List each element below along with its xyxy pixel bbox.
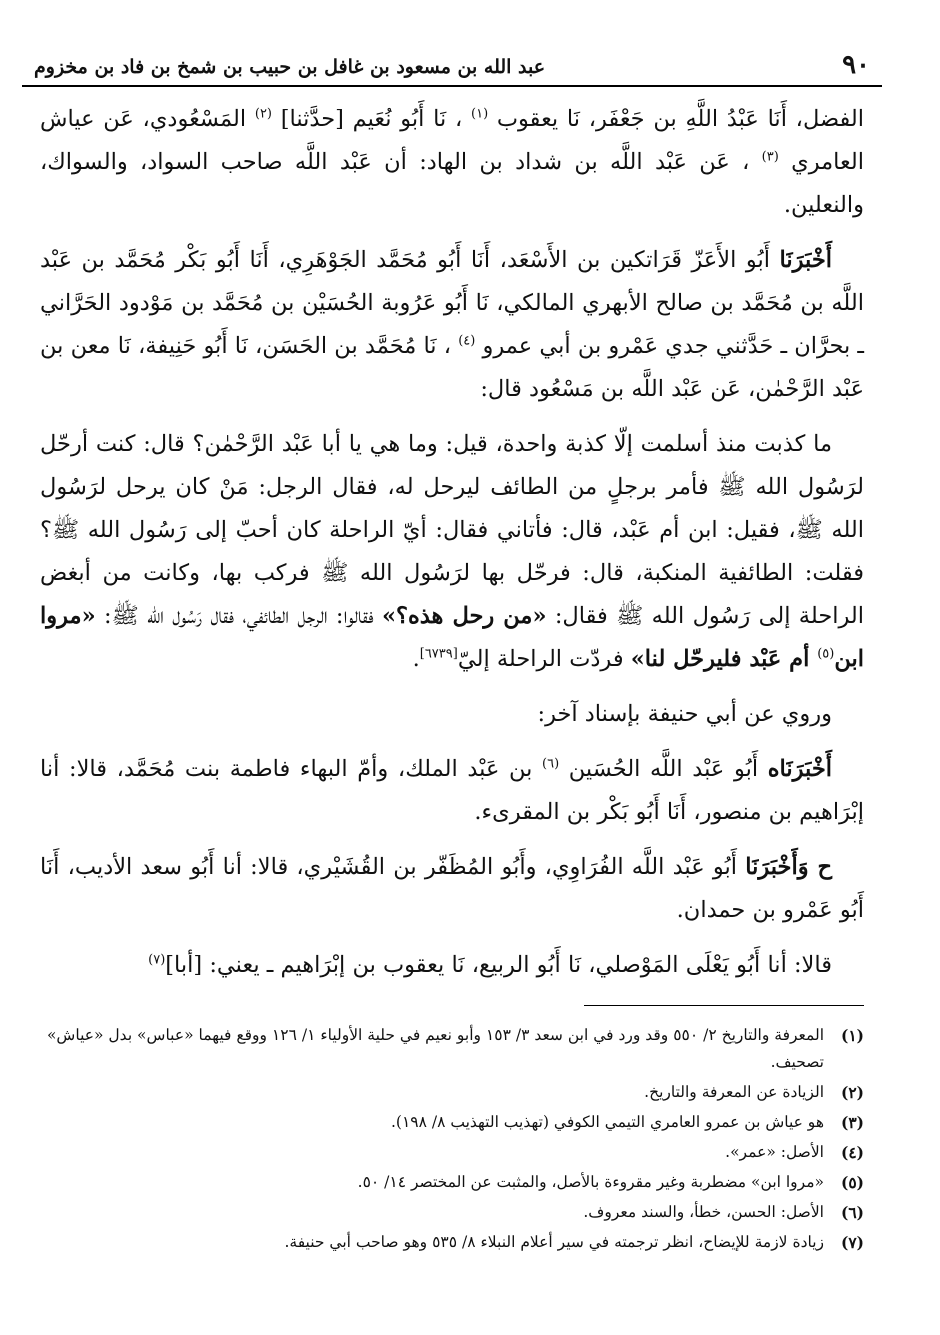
paragraph-2 xyxy=(40,239,864,411)
running-title: عبد الله بن مسعود بن غافل بن حبيب بن شمخ بن فاد بن مخزوم xyxy=(34,56,546,78)
paragraph-3 xyxy=(40,423,864,681)
page-header xyxy=(22,0,882,88)
footnote-text: «مروا ابن» مضطربة وغير مقروءة بالأصل، والمثبت عن المختصر ١٤/ ٥٠. xyxy=(357,1173,824,1191)
text-run: فقالوا: الرجل الطائفي، فقال رَسُول الله ﷺ: xyxy=(95,603,382,629)
footnote-item xyxy=(40,1022,864,1076)
hadith-quote: «مروا ابن xyxy=(40,603,864,672)
text-run: أَبُو الأَعَزّ قَرَاتكين بن الأَسْعَد، أَنَا أَبُو مُحَمَّد الجَوْهَرِي، أَنَا أَبُو بَكْر مُحَمَّد بن عَبْد اللَّه بن مُحَمَّد بن صالح الأبهري المالكي، نَا أَبُو عَرُوبة الحُسَيْن بن مُحَمَّد بن مَوْدود الحَرَّاني ـ بحرَّان ـ حَدَّثني جدي عَمْرو بن أبي عمرو xyxy=(40,247,865,359)
footnote-item xyxy=(40,1199,864,1226)
page-number: ٩٠ xyxy=(842,50,870,80)
text-run: ما كذبت منذ أسلمت إلّا كذبة واحدة، قيل: وما هي يا أبا عَبْد الرَّحْمٰن؟ قال: كنت أرحّل لرَسُول الله ﷺ فأمر برجلٍ من الطائف ليرحل له، فقال الرجل: مَنْ كان يرحل لرَسُول الله ﷺ، فقيل: ابن أم عَبْد، قال: فأتاني فقال: أيّ الراحلة كان أحبّ إلى رَسُول الله ﷺ؟ فقلت: الطائفية المنكبة، قال: فرحّل بها لرَسُول الله ﷺ فركب بها، وكانت من أبغض الراحلة إلى رَسُول الله ﷺ فقال: xyxy=(40,431,864,629)
text-run: قالا: أنا أَبُو يَعْلَى المَوْصلي، نَا أَبُو الربيع، نَا يعقوب بن إبْرَاهيم ـ يعني: [أبا] xyxy=(165,952,832,978)
footnote-text: هو عياش بن عمرو العامري التيمي الكوفي (تهذيب التهذيب ٨/ ١٩٨). xyxy=(390,1113,824,1131)
paragraph-6 xyxy=(40,846,864,932)
isnad-lead: ح وَأَخْبَرَنَا xyxy=(745,854,832,880)
text-run: أَبُو عَبْد اللَّه الفُرَاوِي، وأَبُو المُظَفّر بن القُشَيْري، قالا: أنا أَبُو سعد الأديب، أَنَا أَبُو عَمْرو بن حمدان. xyxy=(40,854,864,923)
footnote-number: (٤) xyxy=(840,1143,864,1162)
footnote-ref: (٢) xyxy=(254,106,272,122)
footnote-item xyxy=(40,1079,864,1106)
hadith-quote: أم عَبْد فليرحّل لنا» xyxy=(630,646,818,672)
footnote-number: (١) xyxy=(840,1026,864,1045)
hadith-quote: «من رحل هذه؟» xyxy=(381,603,547,629)
footnote-number: (٢) xyxy=(840,1083,864,1102)
footnote-text: زيادة لازمة للإيضاح، انظر ترجمته في سير أعلام النبلاء ٨/ ٥٣٥ وهو صاحب أبي حنيفة. xyxy=(284,1233,824,1251)
text-run: . xyxy=(412,646,420,672)
footnote-separator xyxy=(584,1005,864,1006)
header-rule xyxy=(22,85,882,87)
footnote-ref: (٦) xyxy=(542,756,560,772)
main-text xyxy=(22,88,882,987)
paragraph-1 xyxy=(40,98,864,227)
isnad-lead: أَخْبَرَنَاه xyxy=(767,756,832,782)
footnote-ref: (٧) xyxy=(148,952,166,968)
footnote-ref: (٤) xyxy=(458,333,476,349)
hadith-number: [٦٧٣٩] xyxy=(419,646,458,662)
paragraph-5 xyxy=(40,748,864,834)
footnote-ref: (٣) xyxy=(761,149,779,165)
footnote-ref: (١) xyxy=(471,106,489,122)
text-run: بن عَبْد الملك، وأمّ البهاء فاطمة بنت مُحَمَّد، قالا: أنا إبْرَاهيم بن منصور، أَنَا أَبُو بَكْر بن المقرىء. xyxy=(40,756,864,825)
text-run: المَسْعُودي، عَن عياش العامري xyxy=(40,106,865,175)
footnote-item xyxy=(40,1139,864,1166)
footnote-number: (٧) xyxy=(840,1233,864,1252)
footnote-text: المعرفة والتاريخ ٢/ ٥٥٠ وقد ورد في ابن سعد ٣/ ١٥٣ وأبو نعيم في حلية الأولياء ١/ ١٢٦ ووقع فيهما «عباس» بدل «عياش» تصحيف. xyxy=(46,1026,824,1071)
footnote-item xyxy=(40,1229,864,1256)
text-run: ، نَا مُحَمَّد بن الحَسَن، نَا أَبُو حَنِيفة، نَا معن بن عَبْد الرَّحْمٰن، عَن عَبْد اللَّه بن مَسْعُود قال: xyxy=(40,333,864,402)
text-run: أَبُو عَبْد اللَّه الحُسَين xyxy=(559,756,768,782)
text-run: ، نَا أَبُو نُعَيم [حدَّثنا] xyxy=(272,106,471,132)
isnad-lead: أَخْبَرَنَا xyxy=(779,247,832,273)
footnote-number: (٦) xyxy=(840,1203,864,1222)
book-page xyxy=(22,0,882,1259)
footnote-text: الأصل: «عمر». xyxy=(725,1143,824,1161)
footnote-ref: (٥) xyxy=(817,646,835,662)
footnote-number: (٥) xyxy=(840,1173,864,1192)
footnotes xyxy=(22,1022,882,1256)
footnote-text: الأصل: الحسن، خطأ، والسند معروف. xyxy=(583,1203,824,1221)
text-run: ، عَن عَبْد اللَّه بن شداد بن الهاد: أن عَبْد اللَّه صاحب السواد، والسواك، والنعلين. xyxy=(40,149,864,218)
footnote-number: (٣) xyxy=(840,1113,864,1132)
text-run: فردّت الراحلة إليّ xyxy=(457,646,631,672)
text-run: الفضل، أَنَا عَبْدُ اللَّهِ بن جَعْفَر، نَا يعقوب xyxy=(488,106,864,132)
paragraph-7 xyxy=(40,944,864,987)
footnote-item xyxy=(40,1169,864,1196)
paragraph-4: وروي عن أبي حنيفة بإسناد آخر: xyxy=(537,701,832,727)
footnote-item xyxy=(40,1109,864,1136)
footnote-text: الزيادة عن المعرفة والتاريخ. xyxy=(644,1083,824,1101)
